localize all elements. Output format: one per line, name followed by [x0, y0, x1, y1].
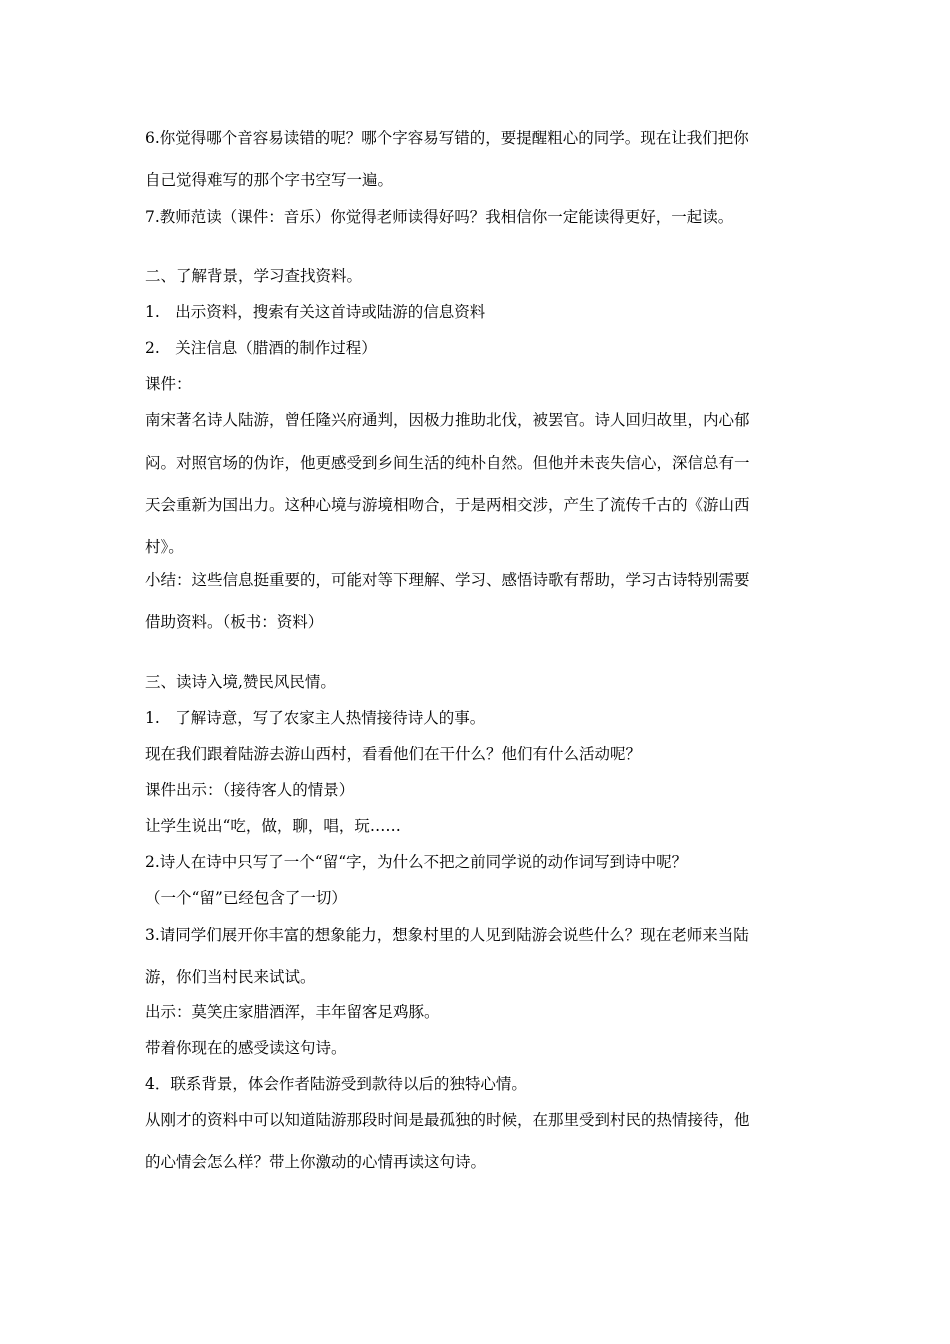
text-line: 6.你觉得哪个音容易读错的呢？哪个字容易写错的，要提醒粗心的同学。现在让我们把你 — [145, 129, 749, 147]
text-line: 课件： — [145, 375, 192, 393]
text-line: 4．联系背景，体会作者陆游受到款待以后的独特心情。 — [145, 1075, 527, 1093]
section-heading: 三、读诗入境,赞民风民情。 — [145, 673, 336, 691]
text-line: 7.教师范读（课件：音乐）你觉得老师读得好吗？我相信你一定能读得更好，一起读。 — [145, 208, 734, 226]
text-line: （一个“留”已经包含了一切） — [145, 889, 347, 907]
text-line: 天会重新为国出力。这种心境与游境相吻合，于是两相交涉，产生了流传千古的《游山西 — [145, 496, 750, 514]
text-line: 小结：这些信息挺重要的，可能对等下理解、学习、感悟诗歌有帮助，学习古诗特别需要 — [145, 571, 750, 589]
text-line: 从刚才的资料中可以知道陆游那段时间是最孤独的时候，在那里受到村民的热情接待，他 — [145, 1111, 750, 1129]
text-line: 让学生说出“吃，做，聊，唱，玩…… — [145, 817, 401, 835]
text-line: 借助资料。（板书：资料） — [145, 613, 324, 631]
text-line: 闷。对照官场的伪诈，他更感受到乡间生活的纯朴自然。但他并未丧失信心，深信总有一 — [145, 454, 750, 472]
text-line: 南宋著名诗人陆游，曾任隆兴府通判，因极力推助北伐，被罢官。诗人回归故里，内心郁 — [145, 411, 750, 429]
text-line: 3.请同学们展开你丰富的想象能力，想象村里的人见到陆游会说些什么？现在老师来当陆 — [145, 926, 749, 944]
text-line: 1. 了解诗意，写了农家主人热情接待诗人的事。 — [145, 709, 486, 727]
text-line: 1. 出示资料，搜索有关这首诗或陆游的信息资料 — [145, 303, 486, 321]
text-line: 2. 关注信息（腊酒的制作过程） — [145, 339, 377, 357]
text-line: 自己觉得难写的那个字书空写一遍。 — [145, 171, 394, 189]
text-line: 游，你们当村民来试试。 — [145, 968, 316, 986]
text-line: 带着你现在的感受读这句诗。 — [145, 1039, 347, 1057]
text-line: 课件出示：（接待客人的情景） — [145, 781, 355, 799]
text-line: 村》。 — [145, 538, 184, 556]
text-line: 现在我们跟着陆游去游山西村，看看他们在干什么？他们有什么活动呢？ — [145, 745, 642, 763]
text-line: 2.诗人在诗中只写了一个“留“字，为什么不把之前同学说的动作词写到诗中呢？ — [145, 853, 688, 871]
section-heading: 二、了解背景，学习查找资料。 — [145, 267, 363, 285]
text-line: 出示：莫笑庄家腊酒浑，丰年留客足鸡豚。 — [145, 1003, 440, 1021]
text-line: 的心情会怎么样？带上你激动的心情再读这句诗。 — [145, 1153, 487, 1171]
